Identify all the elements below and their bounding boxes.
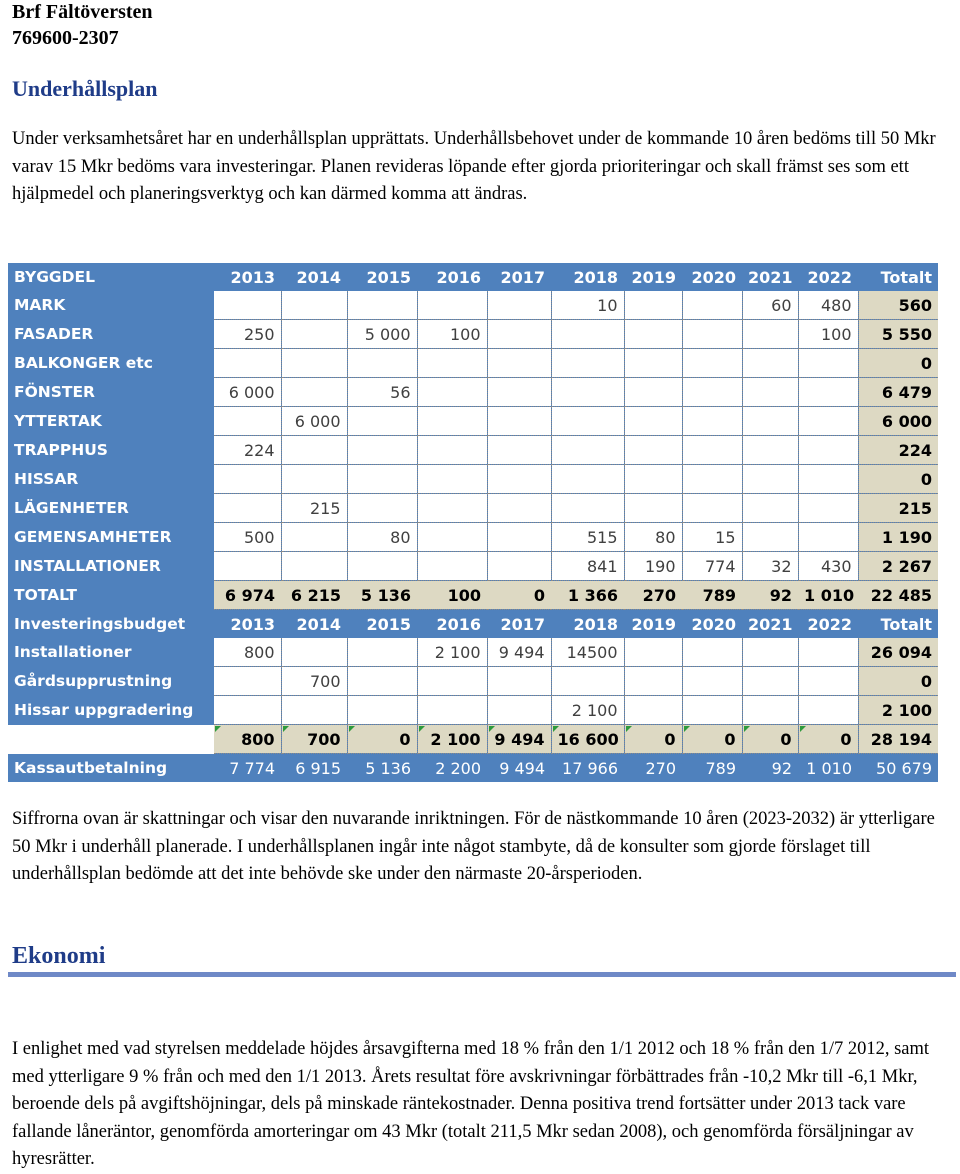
org-name: Brf Fältöversten xyxy=(12,1,153,23)
table-cell xyxy=(214,349,281,378)
table-header-cell: 2022 xyxy=(798,610,858,639)
row-label: HISSAR xyxy=(8,465,214,494)
table-header-cell: 2016 xyxy=(417,263,487,291)
investment-sum-row xyxy=(8,725,938,754)
table-cell xyxy=(281,523,347,552)
table-cell: 80 xyxy=(624,523,682,552)
sum-cell: 0 xyxy=(742,725,798,754)
sum-cell: 16 600 xyxy=(551,725,624,754)
table-cell xyxy=(487,494,551,523)
table-cell xyxy=(682,494,742,523)
table-cell xyxy=(742,494,798,523)
sum-cell: 700 xyxy=(281,725,347,754)
table-cell: 224 xyxy=(214,436,281,465)
table-cell xyxy=(551,667,624,696)
investment-row xyxy=(8,696,938,725)
table-cell: 32 xyxy=(742,552,798,581)
table-cell: 774 xyxy=(682,552,742,581)
row-total-cell: 560 xyxy=(858,291,938,320)
sum-cell: 0 xyxy=(798,725,858,754)
cash-cell: 6 915 xyxy=(281,754,347,783)
table-header-cell: 2014 xyxy=(281,610,347,639)
table-row xyxy=(8,407,938,436)
table-header-cell: 2019 xyxy=(624,263,682,291)
table-cell xyxy=(551,349,624,378)
table-cell: 60 xyxy=(742,291,798,320)
table-cell xyxy=(214,696,281,725)
row-label: MARK xyxy=(8,291,214,320)
table-cell: 800 xyxy=(214,638,281,667)
table-cell: 80 xyxy=(347,523,417,552)
table-cell: 500 xyxy=(214,523,281,552)
cash-cell: 789 xyxy=(682,754,742,783)
table-cell xyxy=(214,494,281,523)
total-cell: 6 215 xyxy=(281,581,347,610)
row-total-cell: 26 094 xyxy=(858,638,938,667)
table-cell xyxy=(742,523,798,552)
table-cell xyxy=(798,407,858,436)
table-header-cell: 2017 xyxy=(487,263,551,291)
row-total-cell: 224 xyxy=(858,436,938,465)
table-cell xyxy=(624,696,682,725)
table-row xyxy=(8,494,938,523)
table-cell xyxy=(487,523,551,552)
table-cell xyxy=(798,378,858,407)
cash-cell: 7 774 xyxy=(214,754,281,783)
row-label: Kassautbetalning xyxy=(8,754,214,783)
table-header-cell: 2015 xyxy=(347,610,417,639)
table-cell: 56 xyxy=(347,378,417,407)
total-cell: 1 366 xyxy=(551,581,624,610)
row-total-cell: 0 xyxy=(858,465,938,494)
table-header-cell: 2020 xyxy=(682,610,742,639)
table-header-label: BYGGDEL xyxy=(8,263,214,291)
table-cell xyxy=(682,465,742,494)
table-cell: 6 000 xyxy=(281,407,347,436)
table-cell: 700 xyxy=(281,667,347,696)
table-cell xyxy=(624,638,682,667)
row-label: TRAPPHUS xyxy=(8,436,214,465)
table-header-cell: Totalt xyxy=(858,263,938,291)
table-cell xyxy=(742,436,798,465)
table-cell xyxy=(551,436,624,465)
table-header-label: Investeringsbudget xyxy=(8,610,214,639)
sum-cell: 9 494 xyxy=(487,725,551,754)
cash-cell: 270 xyxy=(624,754,682,783)
sum-cell: 0 xyxy=(347,725,417,754)
table-cell: 14500 xyxy=(551,638,624,667)
table-cell xyxy=(742,378,798,407)
table-cell xyxy=(798,667,858,696)
table-cell: 430 xyxy=(798,552,858,581)
table-cell xyxy=(214,291,281,320)
row-total-cell: 0 xyxy=(858,349,938,378)
table-cell xyxy=(417,291,487,320)
table-header-cell: Totalt xyxy=(858,610,938,639)
table-header-cell: 2013 xyxy=(214,610,281,639)
table-cell xyxy=(624,407,682,436)
row-label: YTTERTAK xyxy=(8,407,214,436)
table-cell xyxy=(624,465,682,494)
table-cell: 6 000 xyxy=(214,378,281,407)
table-cell xyxy=(417,436,487,465)
row-label: Gårdsupprustning xyxy=(8,667,214,696)
table-cell xyxy=(281,638,347,667)
cash-payment-row xyxy=(8,754,938,783)
table-cell xyxy=(551,407,624,436)
table-header-cell: 2021 xyxy=(742,263,798,291)
row-label: Hissar uppgradering xyxy=(8,696,214,725)
table-cell xyxy=(551,320,624,349)
table-cell xyxy=(682,667,742,696)
table-cell xyxy=(417,465,487,494)
table-cell xyxy=(417,523,487,552)
table-cell: 515 xyxy=(551,523,624,552)
table-header-cell: 2015 xyxy=(347,263,417,291)
row-label: INSTALLATIONER xyxy=(8,552,214,581)
table-cell xyxy=(347,465,417,494)
table-cell xyxy=(487,436,551,465)
table-cell xyxy=(798,523,858,552)
table-cell xyxy=(347,436,417,465)
table-cell xyxy=(798,465,858,494)
table-cell xyxy=(487,552,551,581)
table-cell xyxy=(742,320,798,349)
table-row xyxy=(8,523,938,552)
total-cell: 270 xyxy=(624,581,682,610)
table-cell xyxy=(624,349,682,378)
row-total-cell: 5 550 xyxy=(858,320,938,349)
table-cell: 190 xyxy=(624,552,682,581)
table-cell xyxy=(417,696,487,725)
table-header-cell: 2016 xyxy=(417,610,487,639)
table-cell xyxy=(347,667,417,696)
row-label: GEMENSAMHETER xyxy=(8,523,214,552)
table-header-row xyxy=(8,263,938,291)
table-cell xyxy=(281,465,347,494)
table-cell: 841 xyxy=(551,552,624,581)
table-header-cell: 2018 xyxy=(551,610,624,639)
row-total-cell: 6 479 xyxy=(858,378,938,407)
table-cell xyxy=(487,407,551,436)
table-header-cell: 2022 xyxy=(798,263,858,291)
table-cell xyxy=(281,696,347,725)
table-row xyxy=(8,320,938,349)
table-cell xyxy=(551,494,624,523)
table-row xyxy=(8,465,938,494)
table-header-cell: 2020 xyxy=(682,263,742,291)
row-label: Installationer xyxy=(8,638,214,667)
table-cell xyxy=(624,494,682,523)
cash-cell: 1 010 xyxy=(798,754,858,783)
table-cell xyxy=(624,291,682,320)
total-cell: 6 974 xyxy=(214,581,281,610)
table-cell: 100 xyxy=(417,320,487,349)
table-cell: 250 xyxy=(214,320,281,349)
sum-cell: 0 xyxy=(682,725,742,754)
table-cell xyxy=(682,378,742,407)
table-cell xyxy=(214,552,281,581)
maintenance-intro: Under verksamhetsåret har en underhållsplan upprättats. Underhållsbehovet under de kommande 10 åren bedöms till 50 Mkr varav 15 Mkr bedöms vara investeringar. Planen revideras löpande efter gjorda prioriteringar och skall främst ses som ett hjälpmedel och planeringsverktyg och kan därmed komma att ändras. xyxy=(12,129,936,204)
table-cell xyxy=(214,667,281,696)
sum-cell: 800 xyxy=(214,725,281,754)
table-total-row xyxy=(8,581,938,610)
table-cell xyxy=(742,465,798,494)
row-total-cell: 2 267 xyxy=(858,552,938,581)
table-header-cell: 2014 xyxy=(281,263,347,291)
table-cell: 2 100 xyxy=(551,696,624,725)
table-row xyxy=(8,291,938,320)
table-cell xyxy=(682,436,742,465)
table-cell xyxy=(417,494,487,523)
table-cell xyxy=(281,378,347,407)
maintenance-table xyxy=(8,263,938,778)
table-cell xyxy=(682,638,742,667)
row-label xyxy=(8,725,214,754)
table-cell xyxy=(417,667,487,696)
total-cell: 0 xyxy=(487,581,551,610)
table-cell xyxy=(487,667,551,696)
cash-cell: 5 136 xyxy=(347,754,417,783)
table-cell xyxy=(417,349,487,378)
table-cell xyxy=(742,349,798,378)
table-header-cell: 2018 xyxy=(551,263,624,291)
table-cell xyxy=(742,407,798,436)
maintenance-note: Siffrorna ovan är skattningar och visar den nuvarande inriktningen. För de nästkommande 10 åren (2023-2032) är ytterligare 50 Mkr i underhåll planerade. I underhållsplanen ingår inte något stambyte, då de konsulter som gjorde förslaget till underhållsplan bedömde att det inte behövde ske under den närmaste 20-årsperioden. xyxy=(12,809,935,884)
table-cell: 9 494 xyxy=(487,638,551,667)
row-total-cell: 6 000 xyxy=(858,407,938,436)
table-row xyxy=(8,378,938,407)
economy-heading-rule xyxy=(8,972,956,977)
table-cell xyxy=(417,378,487,407)
table-header-cell: 2013 xyxy=(214,263,281,291)
row-label: FASADER xyxy=(8,320,214,349)
table-cell xyxy=(417,407,487,436)
economy-heading: Ekonomi xyxy=(12,943,106,969)
table-cell xyxy=(742,638,798,667)
investment-row xyxy=(8,667,938,696)
table-cell xyxy=(347,407,417,436)
total-cell: 22 485 xyxy=(858,581,938,610)
table-cell xyxy=(347,349,417,378)
cash-cell: 50 679 xyxy=(858,754,938,783)
total-cell: 789 xyxy=(682,581,742,610)
table-cell xyxy=(214,465,281,494)
cash-cell: 2 200 xyxy=(417,754,487,783)
table-cell: 10 xyxy=(551,291,624,320)
table-cell xyxy=(347,696,417,725)
table-cell xyxy=(798,638,858,667)
table-cell xyxy=(624,320,682,349)
table-cell xyxy=(347,494,417,523)
cash-cell: 92 xyxy=(742,754,798,783)
row-total-cell: 2 100 xyxy=(858,696,938,725)
table-cell: 215 xyxy=(281,494,347,523)
table-cell xyxy=(551,378,624,407)
table-cell: 100 xyxy=(798,320,858,349)
total-cell: 100 xyxy=(417,581,487,610)
total-cell: 5 136 xyxy=(347,581,417,610)
maintenance-heading: Underhållsplan xyxy=(12,76,158,101)
table-cell xyxy=(487,291,551,320)
table-cell xyxy=(347,638,417,667)
table-cell xyxy=(551,465,624,494)
table-cell xyxy=(281,320,347,349)
table-cell xyxy=(214,407,281,436)
table-cell xyxy=(281,349,347,378)
table-cell xyxy=(347,291,417,320)
table-cell xyxy=(682,696,742,725)
table-cell xyxy=(682,320,742,349)
investment-row xyxy=(8,638,938,667)
table-cell xyxy=(281,552,347,581)
total-cell: 1 010 xyxy=(798,581,858,610)
table-header-cell: 2019 xyxy=(624,610,682,639)
table-cell xyxy=(624,667,682,696)
table-cell: 480 xyxy=(798,291,858,320)
table-header-cell: 2021 xyxy=(742,610,798,639)
table-cell: 5 000 xyxy=(347,320,417,349)
table-cell xyxy=(682,291,742,320)
table-cell xyxy=(798,349,858,378)
row-label: LÄGENHETER xyxy=(8,494,214,523)
table-cell xyxy=(742,667,798,696)
table-cell xyxy=(798,696,858,725)
maintenance-plan-table xyxy=(8,263,938,782)
table-cell xyxy=(347,552,417,581)
table-cell xyxy=(281,291,347,320)
table-cell xyxy=(281,436,347,465)
table-cell xyxy=(487,320,551,349)
sum-cell: 2 100 xyxy=(417,725,487,754)
row-total-cell: 215 xyxy=(858,494,938,523)
org-number: 769600-2307 xyxy=(12,27,119,49)
table-cell xyxy=(798,436,858,465)
total-cell: 92 xyxy=(742,581,798,610)
row-total-cell: 0 xyxy=(858,667,938,696)
cash-cell: 9 494 xyxy=(487,754,551,783)
table-row xyxy=(8,436,938,465)
economy-text: I enlighet med vad styrelsen meddelade höjdes årsavgifterna med 18 % från den 1/1 2012 och 18 % från den 1/7 2012, samt med ytterligare 9 % från och med den 1/1 2013. Årets resultat före avskrivningar förbättrades från -10,2 Mkr till -6,1 Mkr, beroende dels på avgiftshöjningar, dels på minskade räntekostnader. Denna positiva trend fortsätter under 2013 tack vare fallande låneräntor, genomförda amorteringar om 43 Mkr (totalt 211,5 Mkr sedan 2008), och genomförda försäljningar av hyresrätter. xyxy=(12,1039,930,1169)
table-cell xyxy=(487,349,551,378)
cash-cell: 17 966 xyxy=(551,754,624,783)
table-cell xyxy=(798,494,858,523)
sum-cell: 28 194 xyxy=(858,725,938,754)
table-cell xyxy=(487,378,551,407)
table-cell xyxy=(624,378,682,407)
investment-header-row xyxy=(8,610,938,639)
table-header-cell: 2017 xyxy=(487,610,551,639)
table-cell xyxy=(624,436,682,465)
table-cell xyxy=(487,465,551,494)
table-cell: 15 xyxy=(682,523,742,552)
table-row xyxy=(8,552,938,581)
table-cell xyxy=(682,407,742,436)
table-row xyxy=(8,349,938,378)
row-label: FÖNSTER xyxy=(8,378,214,407)
row-label: BALKONGER etc xyxy=(8,349,214,378)
row-label: TOTALT xyxy=(8,581,214,610)
table-cell xyxy=(682,349,742,378)
table-cell xyxy=(742,696,798,725)
table-cell xyxy=(417,552,487,581)
table-cell: 2 100 xyxy=(417,638,487,667)
row-total-cell: 1 190 xyxy=(858,523,938,552)
table-cell xyxy=(487,696,551,725)
sum-cell: 0 xyxy=(624,725,682,754)
